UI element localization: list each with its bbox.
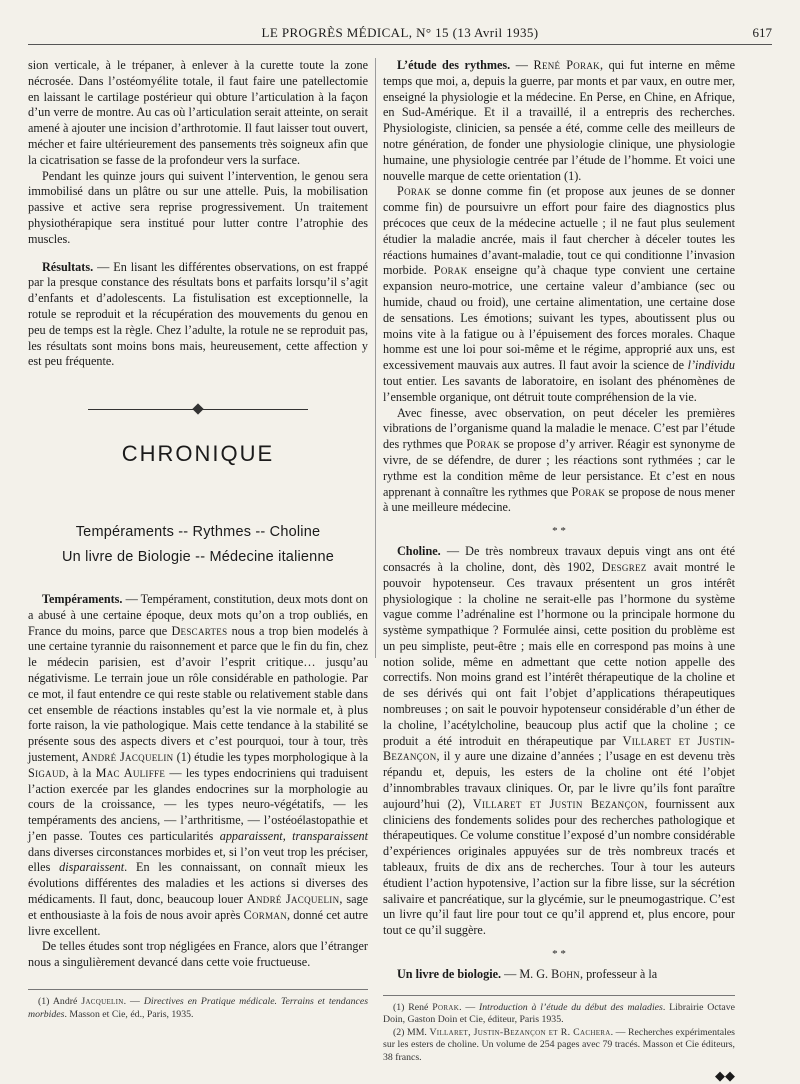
name-bohn: Bohn: [551, 967, 580, 982]
fn-title: Introduction à l’étude du début des maladies: [479, 1001, 663, 1013]
footnote-left-1: [28, 996, 368, 1021]
temp-text-g: . En les connaissant, on connaît mieux les évolutions différentes des maladies et les actions si diverses des médicaments. Il faut, donc, beaucoup louer: [28, 860, 368, 907]
temp-text-b: nous a trop bien modelés à une certaine tyrannie du raisonnement et parce que le fin du fin, chez le médecin parisien, est d’avoir l’esprit critique… jusqu’au négativisme. Le terrain joue un rôle considérable en pathologie. Par ce mot, il faut entendre ce qui reste stable ou relativement stable dans cet ensemble de réactions instables qu’est la vie normale et, à plus forte raison, la vie pathologique. Mais cette tendance à la stabilité se présente sous des aspects divers et c’est pourquoi, tour à tour, très justement,: [28, 623, 369, 764]
temp-text-c: (1) étudie les types morphologique à la: [173, 749, 368, 764]
ry-text: se donne comme fin (et propose aux jeunes de se donner comme fin) de poursuivre un effort pour faire des diagnostics plus précoces que ceux de la médecine actuelle ; il ne faut plus seulement étudier la maladie ancrée, mais il faut chercher à déceler toutes les réactions humaines d’avant-maladie, tout ce qui conditionne l’invasion morbide.: [383, 184, 735, 278]
ry-text: , qui fut interne en même temps que moi, a, depuis la guerre, par monts et par vaux, en outre mer, enseigné la physiologie et la médecine. En Perse, en Chine, en Afrique, en Sud-Amérique. Et il a travaillé, il a entrepris des recherches. Physiologiste, clinicien, sa pensée a été, comme celle des meilleurs de notre génération, de fonder une physiologie clinique, une physiologie humaine, une physiologie centrée par l’étude de l’homme. Et voici une nouvelle marque de cette orientation (1).: [383, 58, 736, 183]
chronique-subtitle: [28, 520, 368, 570]
livre-heading: Un livre de biologie.: [397, 967, 502, 982]
fn-text: (1) André: [38, 996, 82, 1008]
asterism-separator: * *: [552, 525, 566, 538]
fn-text: (2) MM.: [393, 1026, 430, 1038]
fn-author: Porak: [432, 1001, 460, 1013]
italic-apparaissent: apparaissent, transparaissent: [219, 828, 368, 843]
paragraph-continuation: sion verticale, à le trépaner, à enlever à la curette toute la zone nécrosée. Dans l’ostéomyélite totale, il faut faire une patellectomie en laissant le cartilage postérieur qui obture l’articulation à la façon d’un verre de montre. Au cas où l’articulation serait atteinte, on serait amené à ajouter une incision d’arthrotomie. Il faut laisser tout ouvert, mécher et faire ultérieurement des pansements très soigneux afin que la cicatrisation se fasse de la profondeur vers la surface.: [28, 58, 368, 167]
livre-text: — M. G.: [501, 967, 552, 982]
name-porak: Porak: [466, 437, 501, 452]
name-porak: Porak: [571, 484, 606, 499]
name-jacquelin: André Jacquelin: [81, 749, 174, 764]
temp-text-i: , donné cet autre livre excellent.: [28, 907, 368, 938]
fn-text: . —: [459, 1001, 480, 1013]
footnote-right-2: [383, 1027, 735, 1065]
name-sigaud: Sigaud: [28, 765, 66, 780]
name-porak: René Porak: [533, 58, 600, 72]
italic-individu: l’individu: [687, 358, 735, 373]
page-number: 617: [752, 25, 772, 40]
chronique-heading: CHRONIQUE: [121, 441, 275, 467]
paragraph-porak: [383, 184, 735, 405]
name-descartes: Descartes: [171, 623, 228, 638]
resultats-heading: Résultats.: [42, 259, 94, 274]
asterism-separator-2: * *: [552, 948, 566, 961]
name-corman: Corman: [243, 907, 288, 922]
name-desgrez: Desgrez: [601, 559, 647, 574]
subtitle-line-1: Tempéraments -- Rythmes -- Choline: [75, 523, 321, 540]
column-divider: [375, 58, 376, 658]
name-porak: Porak: [433, 263, 468, 278]
ry-text: Avec finesse, avec observation, on peut déceler les premières vibrations de l’organisme quand la maladie le menace. C’est par l’étude des rythmes que: [383, 405, 735, 452]
paragraph-delles: De telles études sont trop négligées en France, alors que l’étranger nous a singulièrement devancé dans cette voie fructueuse.: [28, 939, 368, 970]
name-villaret: Villaret et Justin-Bezançon: [383, 733, 735, 764]
fn-author: Jacquelin: [81, 996, 124, 1008]
livre-text: , professeur à la: [579, 967, 658, 982]
paragraph-rythmes: [383, 58, 735, 184]
subtitle-line-2: Un livre de Biologie -- Médecine italienne: [62, 548, 334, 565]
header-rule: [28, 44, 772, 45]
footnote-rule-right: [383, 995, 735, 996]
temp-text-d: , à la: [65, 765, 96, 780]
paragraph-resultats: [28, 260, 368, 371]
ornament-diamond-icon: [192, 403, 203, 414]
name-mac-auliffe: Mac Auliffe: [95, 765, 166, 780]
fn-text: . — Recherches expérimentales sur les esters de choline. Un volume de 254 pages avec 79 tracés. Masson et Cie éditeurs, 38 francs.: [383, 1026, 735, 1063]
temp-text-a: — Tempérament, constitution, deux mots dont on a abusé à une certaine époque, deux mots qu’on a trop oubliés, en France du moins, parce que: [28, 591, 368, 638]
fn-authors: Villaret, Justin-Bezançon et R. Cachera: [429, 1026, 611, 1038]
ch-text: , il y aure une dizaine d’années ; l’usage en est devenu très répandu et, depuis, les esters de la choline ont été l’objet d’innombrables travaux cliniques. Or, par le livre qu’ils font paraître aujourd’hui (2),: [383, 749, 735, 811]
rythmes-heading: L’étude des rythmes.: [397, 58, 511, 72]
ry-text: se propose d’y arriver. Réagir est synonyme de vivre, de se défendre, de durer ; les réactions sont rythmées ; car le rythme est la condition même de leur persistance. Et c’est en nous apprenant à connaître les rythmes que: [383, 437, 735, 499]
left-column: [28, 58, 368, 1021]
running-head: [28, 25, 772, 43]
ch-text: — De très nombreux travaux depuis vingt ans ont été consacrés à la choline, dont, dès 1902,: [383, 544, 735, 574]
paragraph-choline: [383, 544, 735, 939]
journal-title: LE PROGRÈS MÉDICAL, N° 15 (13 Avril 1935): [261, 25, 539, 40]
resultats-text: — En lisant les différentes observations, on est frappé par la presque constance des résultats bons et parfaits lorsqu’il s’agit d’enfants et d’adolescents. La fistulisation est exceptionnelle, la rotule se reproduit et la récupération des mouvements du genou en peu de temps est la règle. Chez l’adulte, la rotule ne se reproduit pas, les résultats sont moins bons mais, heureusement, cette affection y est peu fréquente.: [28, 259, 368, 369]
name-villaret-2: Villaret et Justin Bezançon: [472, 796, 645, 811]
paragraph-temperaments: [28, 592, 368, 940]
ry-text: —: [510, 58, 534, 72]
fn-text: . —: [123, 996, 144, 1008]
choline-heading: Choline.: [397, 544, 441, 559]
section-ornament: [28, 396, 368, 424]
temp-text-e: — les types endocriniens qui traduisent l’action exercée par les glandes endocrines sur la morphologie au cours de la croissance, — les types neuro-végétatifs, — les tempéraments des anciens, — l’arthritisme, — l’ostéoélastopathie et j’en passe. Toutes ces particularités: [28, 765, 368, 843]
fn-text: (1) René: [393, 1001, 433, 1013]
ry-text: se propose de nous mener à une meilleure médecine.: [383, 484, 735, 515]
paragraph-livre: [383, 967, 735, 983]
right-column: [383, 58, 735, 1084]
end-ornament-icon: ◆◆: [715, 1068, 735, 1084]
ry-text: tout entier. Les savants de laboratoire, en isolant des phénomènes de l’ensemble organique, ont détruit toute compréhension de la vie.: [383, 373, 735, 404]
temperaments-heading: Tempéraments.: [42, 591, 123, 606]
paragraph-finesse: [383, 406, 735, 517]
ry-text: enseigne qu’à chaque type convient une certaine expansion neuro-motrice, une certaine valeur d’ambiance (sec ou humide, chaud ou froid), une certaine alimentation, une certaine dose de sensations. Les émotions; suivant les types, aboutissent plus ou moins vite à la fatigue ou à l’épuisement des forces morales. Chaque homme est une loi pour soi-même et le régime, approprié aux uns, est excessivement mauvais aux autres. Il faut avoir la science de: [383, 263, 735, 373]
ch-text: , fournissent aux cliniciens des fondements solides pour des recherches pathologique et thérapeutiques. Ce volume constitue l’exposé d’un nombre considérable d’expériences originales appuyées sur de très nombreux tracés et tableaux, fruits de dix ans de recherches. Tour à tour les auteurs étudient l’action hypotensive, l’action sur la fibre lisse, sur la sécrétion salivaire et pancréatique, sur la glycémie, sur le pneumogastrique. C’est un livre qu’il faut lire pour tout ce qu’il apprend et, plus encore, pour tout ce qu’il suggère.: [383, 796, 735, 938]
footnote-rule: [28, 989, 368, 990]
temp-text-f: dans diverses circonstances morbides et, si l’on veut trop les préciser, elles: [28, 844, 368, 875]
italic-disparaissent: disparaissent: [59, 860, 125, 875]
name-jacquelin-2: André Jacquelin: [246, 892, 340, 907]
fn-text: . Masson et Cie, éd., Paris, 1935.: [64, 1008, 194, 1020]
footnote-right-1: [383, 1002, 735, 1027]
name-porak: Porak: [397, 184, 431, 199]
ch-text: avait montré le pouvoir hypotenseur. Ces travaux présentent un gros intérêt physiologique : la choline ne serait-elle pas l’hormone du système vague comme l’adrénaline est l’hormone ou la principale hormone du système sympathique ? Formulée ainsi, cette position du problème est un peu simpliste, peut-être ; mais elle en correspond pas moins à une notion solide, même en admettant que cette notion appelle des correctifs. Non moins grand est l’intérêt thérapeutique de la choline et de ses dérivés qui ont fait l’objet d’applications thérapeutiques nombreuses ; on sait le pouvoir hypotenseur considérable d’un éther de la choline, l’acétylcholine, beaucoup plus actif que la choline ; ce produit a été introduit en thérapeutique par: [383, 559, 735, 748]
fn-title: Directives en Pratique médicale. Terrains et tendances morbides: [28, 996, 369, 1020]
fn-text: . Librairie Octave Doin, Gaston Doin et Cie, éditeur, Paris 1935.: [383, 1001, 736, 1026]
paragraph-postop: Pendant les quinze jours qui suivent l’intervention, le genou sera immobilisé dans un plâtre ou sur une attelle. Puis, la mobilisation passive et active sera reprise progressivement. Un traitement physiothérapique sera institué pour lutter contre l’atrophie des muscles.: [28, 168, 368, 246]
temp-text-h: , sage et enthousiaste à la fois de nous avoir après: [28, 892, 369, 922]
